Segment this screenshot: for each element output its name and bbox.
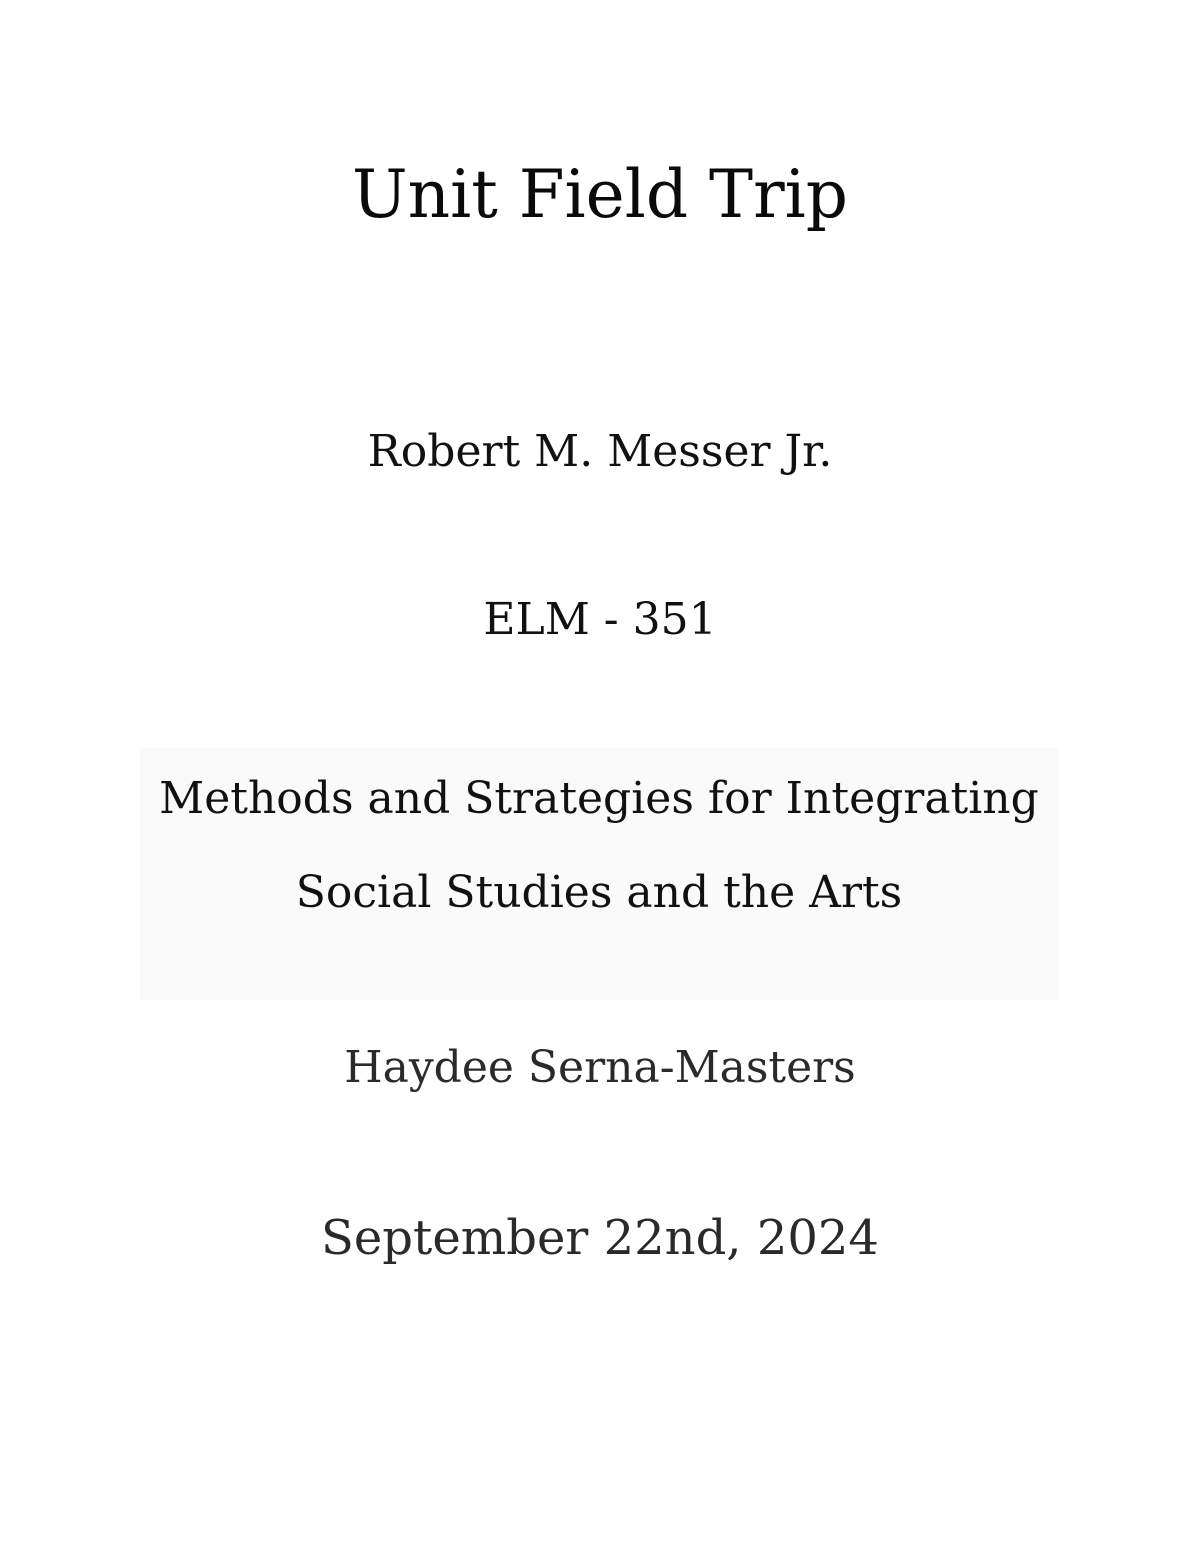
document-title: Unit Field Trip [352,156,848,233]
course-name-line-2: Social Studies and the Arts [295,867,903,918]
instructor-name: Haydee Serna-Masters [344,1042,856,1093]
course-name [140,752,1058,940]
course-code: ELM - 351 [483,594,717,645]
author-name: Robert M. Messer Jr. [367,426,833,477]
course-name-line-1: Methods and Strategies for Integrating [159,773,1039,824]
submission-date: September 22nd, 2024 [321,1210,879,1266]
